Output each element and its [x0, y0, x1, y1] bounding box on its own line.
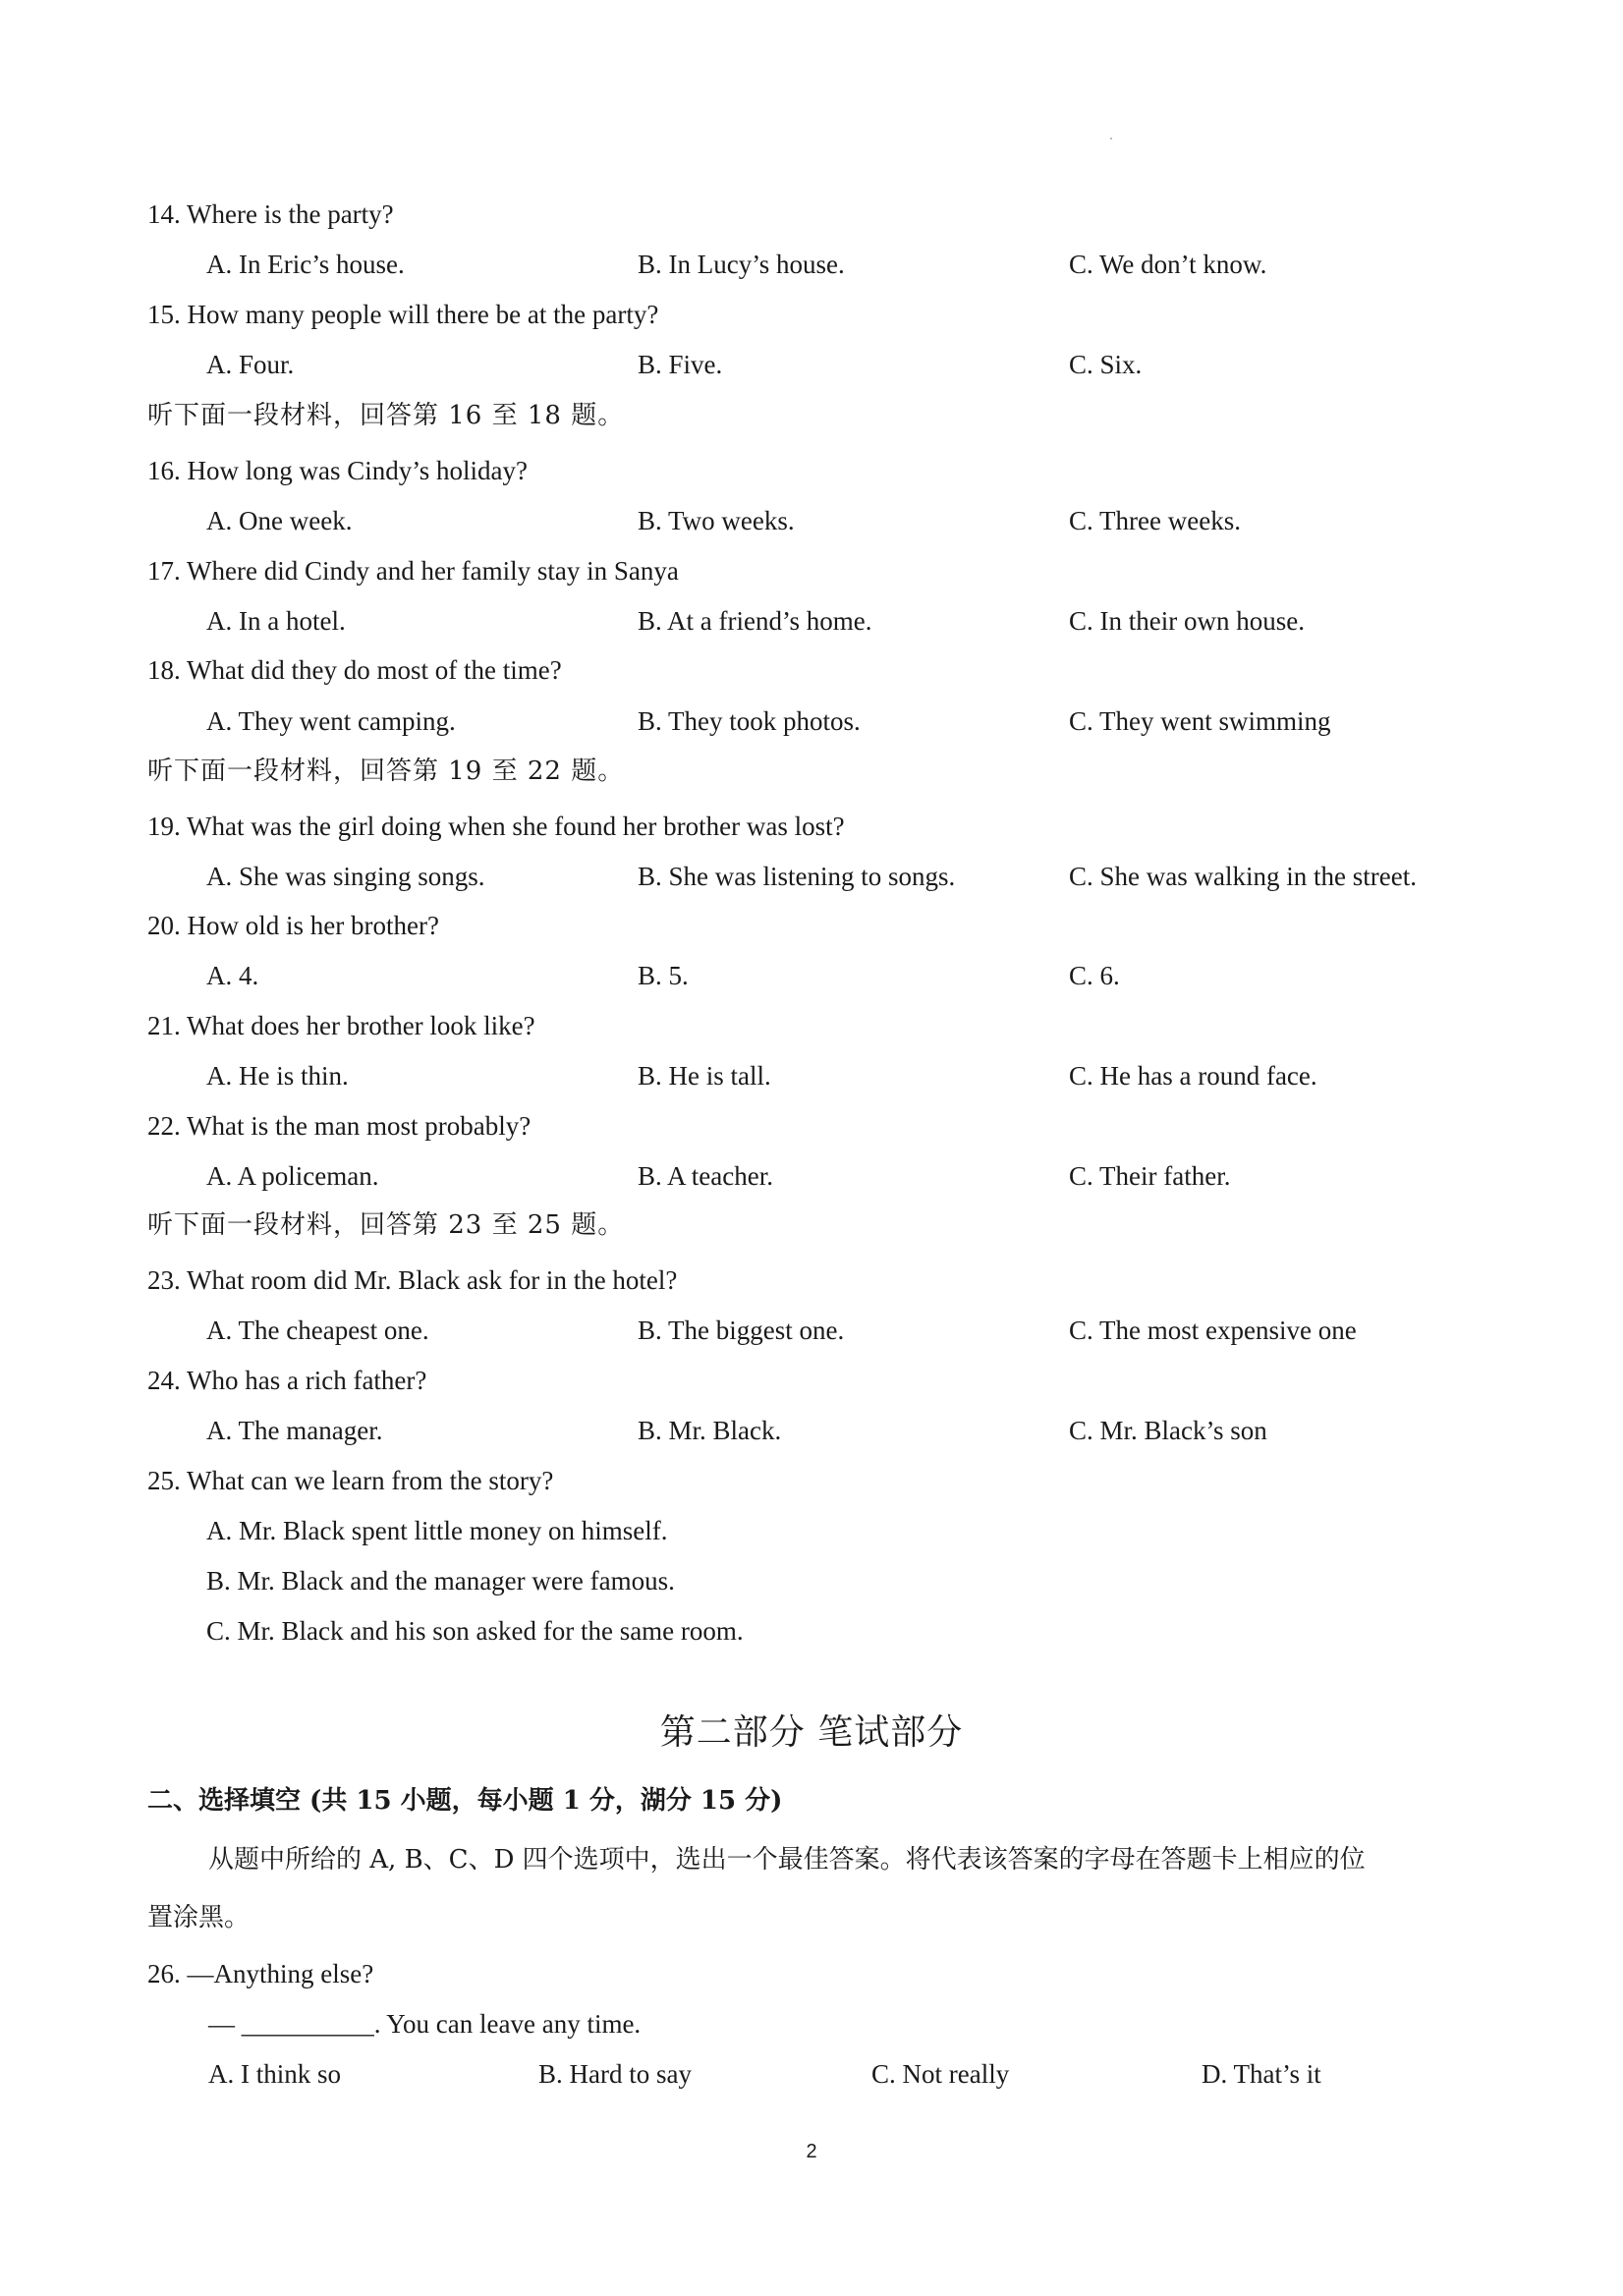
option-a: A. The manager. [206, 1416, 383, 1445]
instruction-text-continued: 置涂黑。 [147, 1903, 251, 1932]
option-a: A. She was singing songs. [206, 862, 485, 891]
question-stem: 14. Where is the party? [147, 199, 394, 229]
page-number: 2 [806, 2141, 817, 2162]
option-b: B. They took photos. [638, 706, 861, 736]
option-c: C. Three weeks. [1069, 506, 1241, 535]
instruction-text: 从题中所给的 A, B、C、D 四个选项中，选出一个最佳答案。将代表该答案的字母在答题卡上相应的位 [208, 1845, 1366, 1875]
question-stem: 17. Where did Cindy and her family stay in Sanya [147, 556, 679, 586]
option-c: C. Their father. [1069, 1161, 1231, 1191]
question-stem: 16. How long was Cindy’s holiday? [147, 456, 528, 485]
question-stem: 22. What is the man most probably? [147, 1111, 532, 1141]
option-b: B. He is tall. [638, 1061, 771, 1091]
option-a: A. A policeman. [206, 1161, 379, 1191]
option-c: C. 6. [1069, 961, 1120, 990]
question-stem: 26. —Anything else? [147, 1959, 374, 1988]
option-c: C. She was walking in the street. [1069, 862, 1417, 891]
option-a: A. One week. [206, 506, 353, 535]
scan-mark [1110, 138, 1112, 140]
option-b: B. Two weeks. [638, 506, 795, 535]
listening-instruction: 听下面一段材料，回答第 16 至 18 题。 [147, 401, 625, 430]
option-b: B. Five. [638, 350, 723, 379]
option-c: C. He has a round face. [1069, 1061, 1317, 1091]
option-c: C. They went swimming [1069, 706, 1331, 736]
option-c: C. In their own house. [1069, 606, 1305, 636]
option-b: B. 5. [638, 961, 689, 990]
listening-instruction: 听下面一段材料，回答第 19 至 22 题。 [147, 756, 625, 786]
option-a: A. In a hotel. [206, 606, 346, 636]
listening-instruction: 听下面一段材料，回答第 23 至 25 题。 [147, 1210, 625, 1240]
option-d: D. That’s it [1202, 2059, 1321, 2089]
question-stem: 23. What room did Mr. Black ask for in the hotel? [147, 1265, 678, 1295]
option-c: C. Not really [871, 2059, 1010, 2089]
question-stem: 18. What did they do most of the time? [147, 655, 562, 685]
option-b: B. A teacher. [638, 1161, 773, 1191]
option-a: A. He is thin. [206, 1061, 349, 1091]
option-a: A. Four. [206, 350, 295, 379]
option-b: B. Mr. Black. [638, 1416, 782, 1445]
option-c: C. Mr. Black and his son asked for the same room. [206, 1616, 744, 1646]
option-c: C. We don’t know. [1069, 250, 1267, 279]
option-a: A. Mr. Black spent little money on himself. [206, 1516, 668, 1545]
dialogue-reply: — __________. You can leave any time. [208, 2009, 642, 2039]
option-b: B. At a friend’s home. [638, 606, 872, 636]
part-heading: 二、选择填空 (共 15 小题，每小题 1 分，湖分 15 分) [147, 1786, 783, 1816]
option-c: C. The most expensive one [1069, 1316, 1357, 1345]
option-b: B. Mr. Black and the manager were famous. [206, 1566, 675, 1596]
option-a: A. In Eric’s house. [206, 250, 405, 279]
option-b: B. Hard to say [538, 2059, 692, 2089]
question-stem: 24. Who has a rich father? [147, 1366, 427, 1395]
option-b: B. In Lucy’s house. [638, 250, 845, 279]
question-stem: 19. What was the girl doing when she found her brother was lost? [147, 812, 845, 841]
option-a: A. I think so [208, 2059, 341, 2089]
option-a: A. They went camping. [206, 706, 456, 736]
section-title: 第二部分 笔试部分 [659, 1712, 964, 1753]
option-c: C. Six. [1069, 350, 1143, 379]
option-b: B. The biggest one. [638, 1316, 845, 1345]
option-a: A. The cheapest one. [206, 1316, 429, 1345]
option-b: B. She was listening to songs. [638, 862, 956, 891]
question-stem: 25. What can we learn from the story? [147, 1466, 554, 1495]
option-a: A. 4. [206, 961, 259, 990]
question-stem: 21. What does her brother look like? [147, 1011, 535, 1040]
question-stem: 20. How old is her brother? [147, 911, 439, 940]
question-stem: 15. How many people will there be at the party? [147, 300, 659, 329]
option-c: C. Mr. Black’s son [1069, 1416, 1267, 1445]
